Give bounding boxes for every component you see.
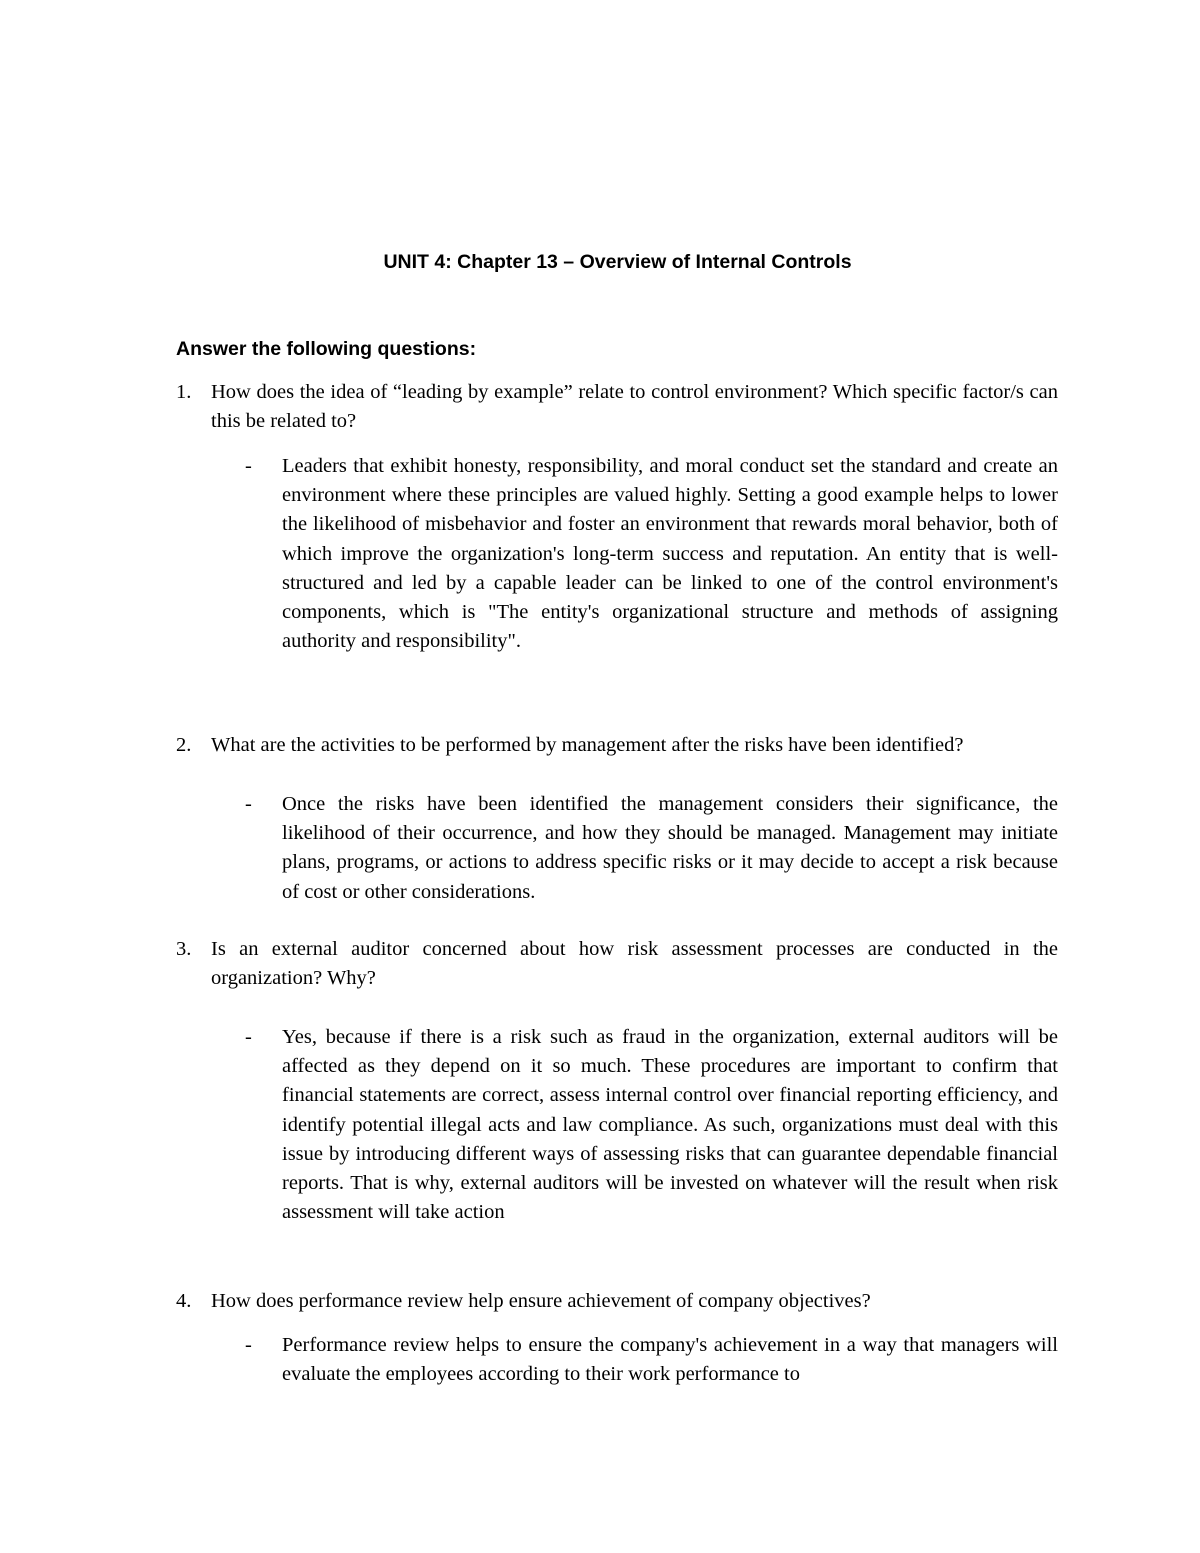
answer-item	[245, 790, 1058, 907]
answer-text: Yes, because if there is a risk such as fraud in the organization, external auditors will be affected as they depend on it so much. These procedures are important to confirm that financial statements are correct, assess internal control over financial reporting efficiency, and identify potential illegal acts and law compliance. As such, organizations must deal with this issue by introducing different ways of assessing risks that can guarantee dependable financial reports. That is why, external auditors will be invested on whatever will the result when risk assessment will take action	[282, 1026, 1058, 1224]
question-item	[176, 378, 1058, 436]
document-title: UNIT 4: Chapter 13 – Overview of Internal Controls	[383, 251, 852, 273]
answer-text: Leaders that exhibit honesty, responsibility, and moral conduct set the standard and create an environment where these principles are valued highly. Setting a good example helps to lower the likelihood of misbehavior and foster an environment that rewards moral behavior, both of which improve the organization's long-term success and reputation. An entity that is well-structured and led by a capable leader can be linked to one of the control environment's components, which is "The entity's organizational structure and methods of assigning authority and responsibility".	[282, 455, 1058, 653]
question-item	[176, 1287, 1058, 1316]
question-text: How does performance review help ensure achievement of company objectives?	[211, 1290, 871, 1312]
answer-text: Once the risks have been identified the management considers their significance, the likelihood of their occurrence, and how they should be managed. Management may initiate plans, programs, or actions to address specific risks or it may decide to accept a risk because of cost or other considerations.	[282, 793, 1058, 903]
question-number: 3.	[176, 938, 192, 960]
question-number: 2.	[176, 734, 192, 756]
answer-item	[245, 452, 1058, 656]
answer-item	[245, 1331, 1058, 1389]
question-text: How does the idea of “leading by example” relate to control environment? Which specific factor/s can this be related to?	[211, 381, 1058, 433]
instructions-heading: Answer the following questions:	[176, 338, 477, 360]
answer-bullet: -	[245, 793, 252, 815]
question-number: 4.	[176, 1290, 192, 1312]
question-text: What are the activities to be performed by management after the risks have been identified?	[211, 734, 964, 756]
question-text: Is an external auditor concerned about how risk assessment processes are conducted in the organization? Why?	[211, 938, 1058, 990]
question-item	[176, 731, 1058, 760]
question-item	[176, 935, 1058, 993]
answer-text: Performance review helps to ensure the company's achievement in a way that managers will evaluate the employees according to their work performance to	[282, 1334, 1058, 1386]
answer-bullet: -	[245, 455, 252, 477]
answer-bullet: -	[245, 1026, 252, 1048]
answer-bullet: -	[245, 1334, 252, 1356]
answer-item	[245, 1023, 1058, 1227]
question-number: 1.	[176, 381, 192, 403]
